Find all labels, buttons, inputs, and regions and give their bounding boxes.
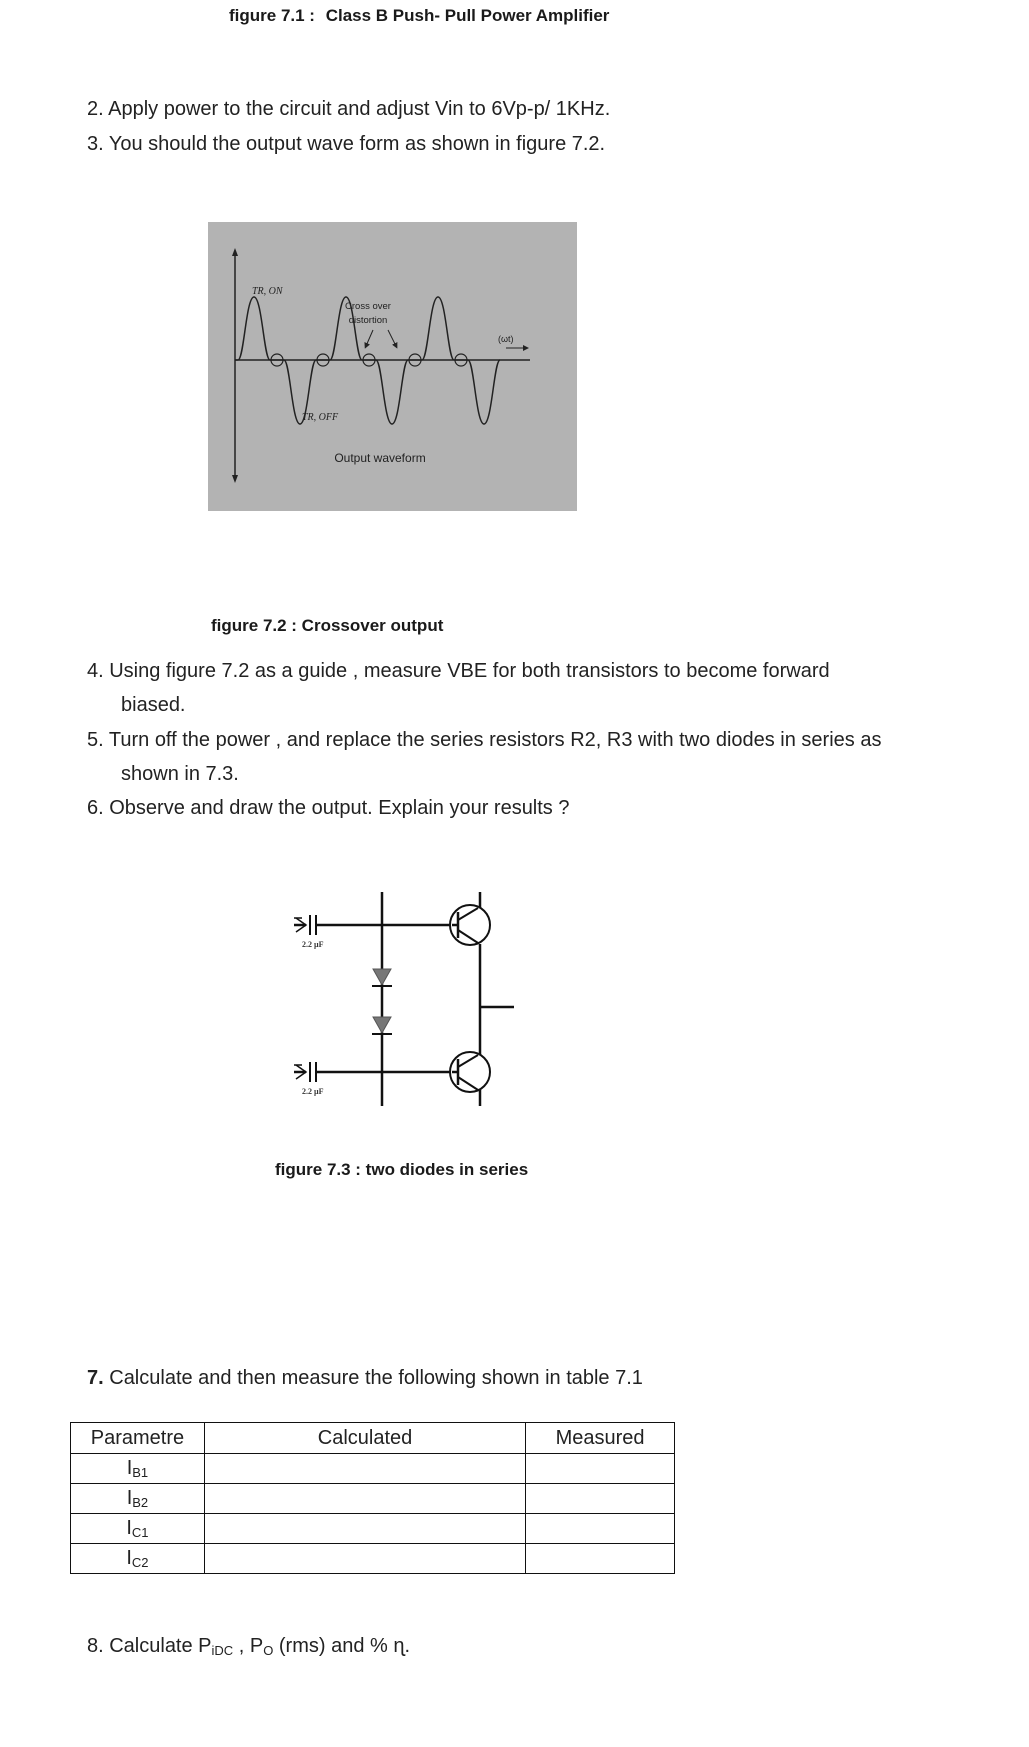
calculated-cell xyxy=(204,1544,525,1574)
cap2-label: 2.2 µF xyxy=(302,1087,324,1096)
step-7-text: Calculate and then measure the following shown in table 7.1 xyxy=(103,1367,643,1389)
step-4-line-1: 4. Using figure 7.2 as a guide , measure VBE for both transistors to become forward xyxy=(87,660,830,682)
calculated-cell xyxy=(204,1484,525,1514)
tr-on-label: TR, ON xyxy=(252,286,283,297)
step-8: 8. Calculate $P_{iDC}$ , $P_O$ (rms) and % ɳ. xyxy=(87,1635,411,1658)
step-7 xyxy=(87,1367,643,1390)
distortion-arrow-left xyxy=(366,330,373,346)
header-parametre: Parametre xyxy=(71,1423,205,1454)
figure-number: figure 7.1 : xyxy=(229,6,315,25)
step-5-line-2: shown in 7.3. xyxy=(121,763,239,785)
waveform-plot xyxy=(208,222,577,511)
param-cell: $I_{C1}$ xyxy=(71,1514,205,1544)
figure-title: Class B Push- Pull Power Amplifier xyxy=(325,6,610,25)
table-header-row xyxy=(71,1423,675,1454)
table-row xyxy=(71,1484,675,1514)
step-2: 2. Apply power to the circuit and adjust Vin to 6Vp-p/ 1KHz. xyxy=(87,98,611,120)
step-5-line-1: 5. Turn off the power , and replace the series resistors R2, R3 with two diodes in series as xyxy=(87,729,882,751)
distortion-arrow-right xyxy=(388,330,396,346)
crossover-waveform-figure xyxy=(208,222,577,511)
measured-cell xyxy=(526,1454,675,1484)
parameters-table xyxy=(70,1422,675,1574)
circuit-schematic xyxy=(262,872,532,1112)
tr-off-label: TR, OFF xyxy=(302,412,339,423)
table-row xyxy=(71,1544,675,1574)
cap1-label: 2.2 µF xyxy=(302,940,324,949)
table-row xyxy=(71,1454,675,1484)
diode-2-icon xyxy=(372,1017,392,1034)
measured-cell xyxy=(526,1514,675,1544)
calculated-cell xyxy=(204,1514,525,1544)
figure-7-2-caption: figure 7.2 : Crossover output xyxy=(211,616,444,635)
step-7-number: 7. xyxy=(87,1367,104,1389)
param-cell: $I_{C2}$ xyxy=(71,1544,205,1574)
param-cell: $I_{B1}$ xyxy=(71,1454,205,1484)
table-row xyxy=(71,1514,675,1544)
step-4-line-2: biased. xyxy=(121,694,186,716)
param-cell: $I_{B2}$ xyxy=(71,1484,205,1514)
wt-label: (ωt) xyxy=(498,334,514,344)
figure-7-3-caption: figure 7.3 : two diodes in series xyxy=(275,1160,529,1179)
lower-transistor-icon xyxy=(450,1052,490,1092)
two-diodes-circuit-figure xyxy=(262,872,532,1112)
step-3: 3. You should the output wave form as shown in figure 7.2. xyxy=(87,133,606,155)
measured-cell xyxy=(526,1544,675,1574)
header-measured: Measured xyxy=(526,1423,675,1454)
crossover-label-2: distortion xyxy=(348,315,388,326)
crossover-label-1: Cross over xyxy=(345,301,391,312)
figure-7-1-caption xyxy=(229,6,609,26)
measured-cell xyxy=(526,1484,675,1514)
output-waveform-label: Output waveform xyxy=(334,451,426,465)
calculated-cell xyxy=(204,1454,525,1484)
step-6: 6. Observe and draw the output. Explain your results ? xyxy=(87,797,570,819)
header-calculated: Calculated xyxy=(204,1423,525,1454)
diode-1-icon xyxy=(372,969,392,986)
upper-transistor-icon xyxy=(450,905,490,945)
